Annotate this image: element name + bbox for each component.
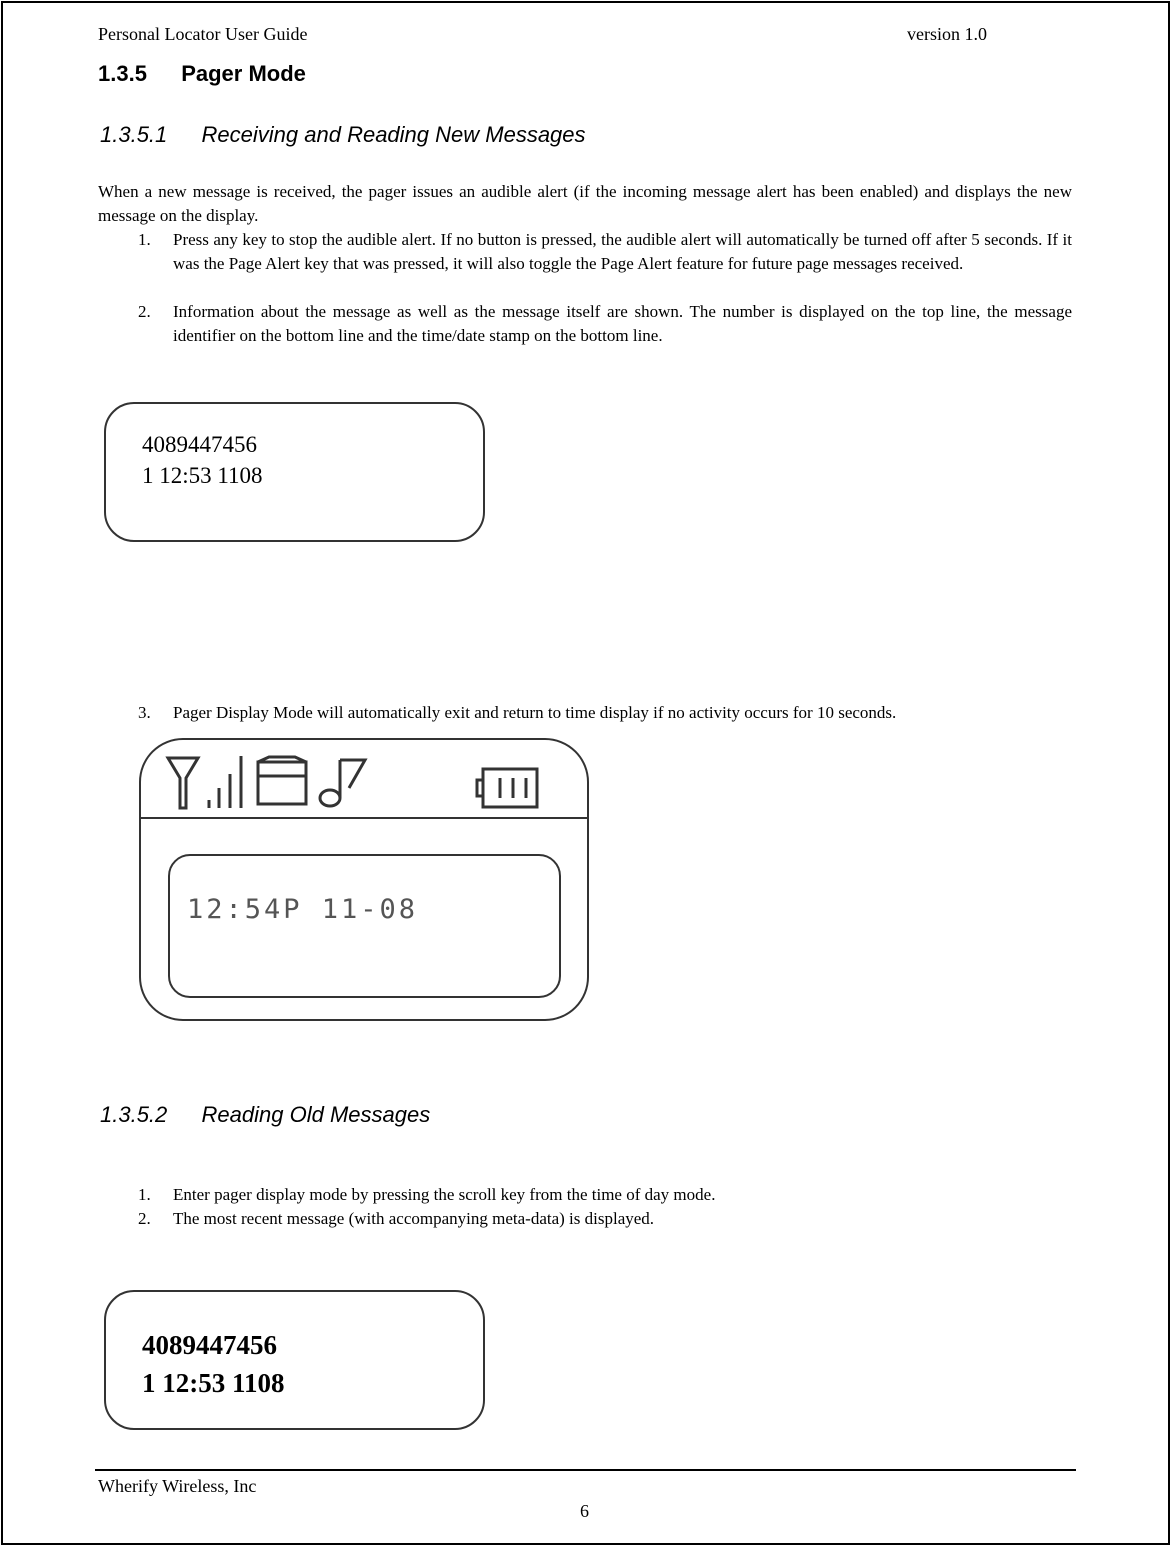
section-title: Pager Mode — [181, 61, 306, 86]
pager-display-message — [104, 402, 485, 542]
time-display-panel — [168, 854, 561, 998]
list-item-text: Press any key to stop the audible alert. If no button is pressed, the audible alert will automatically be turned off after 5 seconds. If it was the Page Alert key that was pressed, it will also toggle the Page Alert feature for future page messages received. — [173, 230, 1072, 273]
subsection-2-title: Reading Old Messages — [201, 1102, 431, 1127]
list-item — [100, 300, 1072, 348]
list-item-number: 2. — [138, 302, 151, 321]
list-item — [100, 228, 1072, 300]
section-number: 1.3.5 — [98, 61, 147, 86]
battery-icon — [475, 766, 541, 810]
list-item — [100, 701, 1072, 725]
message-envelope-icon — [255, 754, 311, 808]
display-timestamp-line: 1 12:53 1108 — [142, 1368, 285, 1398]
intro-paragraph: When a new message is received, the pager issues an audible alert (if the incoming message alert has been enabled) and displays the new message on the display. — [98, 182, 1072, 225]
music-note-icon — [317, 754, 371, 810]
display-number-line: 4089447456 — [142, 432, 257, 457]
subsection-1-heading — [100, 122, 586, 148]
pager-display-old-message — [104, 1290, 485, 1430]
list-item-number: 1. — [138, 230, 151, 249]
list-item-text: Enter pager display mode by pressing the scroll key from the time of day mode. — [173, 1185, 716, 1204]
antenna-signal-icon — [165, 750, 245, 812]
subsection-1-title: Receiving and Reading New Messages — [201, 122, 586, 147]
pager-device-screen — [139, 738, 589, 1021]
subsection-1-number: 1.3.5.1 — [100, 122, 168, 147]
header-title: Personal Locator User Guide — [98, 24, 308, 44]
status-bar-divider — [141, 817, 587, 819]
list-item-text: The most recent message (with accompanying meta-data) is displayed. — [173, 1209, 655, 1228]
footer-company: Wherify Wireless, Inc — [98, 1476, 257, 1496]
subsection-2-heading — [100, 1102, 430, 1128]
list-item — [100, 1183, 1072, 1207]
list-item-text: Pager Display Mode will automatically exit and return to time display if no activity occurs for 10 seconds. — [173, 703, 897, 722]
page-number: 6 — [580, 1501, 589, 1521]
time-date-readout: 12:54P 11-08 — [187, 894, 419, 925]
section-heading — [98, 61, 306, 87]
list-item-number: 2. — [138, 1209, 151, 1228]
display-number-line: 4089447456 — [142, 1330, 277, 1360]
header-version: version 1.0 — [907, 24, 987, 44]
subsection-2-number: 1.3.5.2 — [100, 1102, 168, 1127]
list-item — [100, 1207, 1072, 1231]
display-timestamp-line: 1 12:53 1108 — [142, 463, 263, 488]
list-item-number: 1. — [138, 1185, 151, 1204]
list-item-number: 3. — [138, 703, 151, 722]
list-item-text: Information about the message as well as the message itself are shown. The number is displayed on the top line, the message identifier on the bottom line and the time/date stamp on the bottom line. — [173, 302, 1072, 345]
footer-rule — [95, 1469, 1076, 1471]
